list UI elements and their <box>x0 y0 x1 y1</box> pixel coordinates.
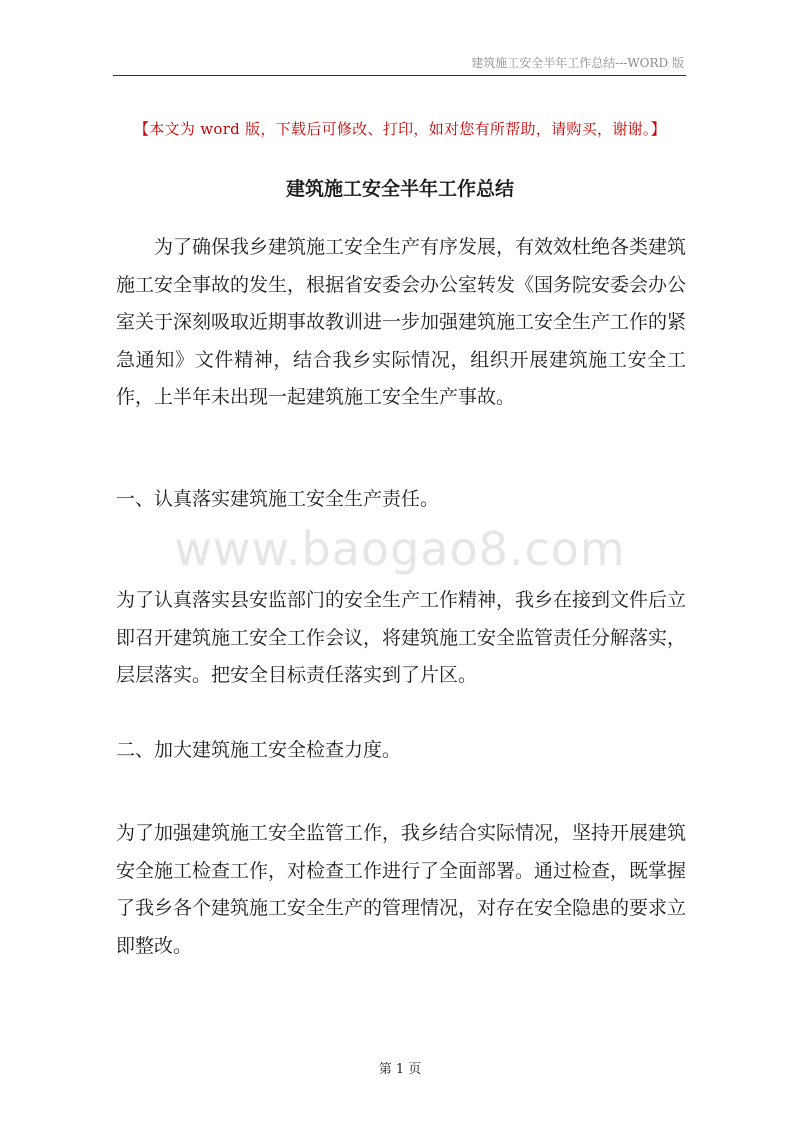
section-body-1: 为了认真落实县安监部门的安全生产工作精神，我乡在接到文件后立即召开建筑施工安全工作会议，将建筑施工安全监管责任分解落实，层层落实。把安全目标责任落实到了片区。 <box>116 589 687 687</box>
header-rule <box>113 75 686 76</box>
page-number: 第 1 页 <box>378 1062 422 1077</box>
section-heading-2: 二、加大建筑施工安全检查力度。 <box>116 739 402 761</box>
watermark: www.baogao8.com <box>174 522 626 576</box>
purchase-notice: 【本文为 word 版，下载后可修改、打印，如对您有所帮助，请购买，谢谢。】 <box>133 120 667 138</box>
running-header: 建筑施工安全半年工作总结---WORD 版 <box>471 56 684 70</box>
section-heading-1: 一、认真落实建筑施工安全生产责任。 <box>116 488 440 510</box>
intro-paragraph: 为了确保我乡建筑施工安全生产有序发展，有效效杜绝各类建筑施工安全事故的发生，根据省安委会办公室转发《国务院安委会办公室关于深刻吸取近期事故教训进一步加强建筑施工安全生产工作的紧急通知》文件精神，结合我乡实际情况，组织开展建筑施工安全工作，上半年未出现一起建筑施工安全生产事故。 <box>116 236 687 409</box>
section-body-2: 为了加强建筑施工安全监管工作，我乡结合实际情况，坚持开展建筑安全施工检查工作，对检查工作进行了全面部署。通过检查，既掌握了我乡各个建筑施工安全生产的管理情况，对存在安全隐患的要求立即整改。 <box>116 822 687 957</box>
document-title: 建筑施工安全半年工作总结 <box>285 178 514 200</box>
